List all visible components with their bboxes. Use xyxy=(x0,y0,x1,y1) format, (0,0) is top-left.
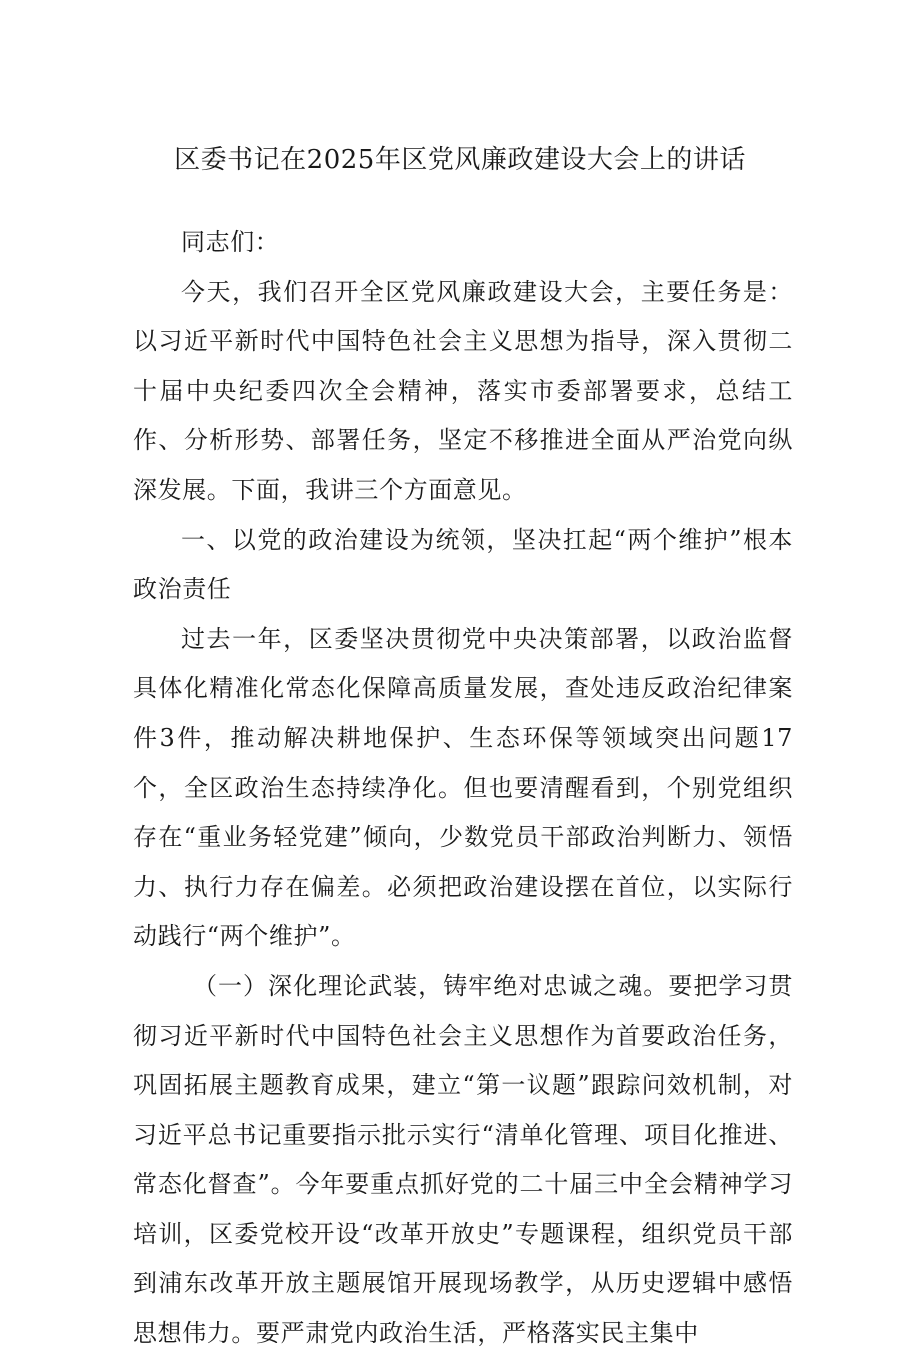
document-title: 区委书记在2025年区党风廉政建设大会上的讲话 xyxy=(174,145,746,175)
document-body xyxy=(133,218,793,1359)
salutation-paragraph: 同志们： xyxy=(181,228,280,256)
intro-paragraph: 今天，我们召开全区党风廉政建设大会，主要任务是：以习近平新时代中国特色社会主义思想为指导，深入贯彻二十届中央纪委四次全会精神，落实市委部署要求，总结工作、分析形势、部署任务，坚定不移推进全面从严治党向纵深发展。下面，我讲三个方面意见。 xyxy=(133,277,793,504)
section-heading-1: 一、以党的政治建设为统领，坚决扛起“两个维护”根本政治责任 xyxy=(133,525,793,604)
subsection-1-paragraph: （一）深化理论武装，铸牢绝对忠诚之魂。要把学习贯彻习近平新时代中国特色社会主义思想作为首要政治任务，巩固拓展主题教育成果，建立“第一议题”跟踪问效机制，对习近平总书记重要指示批示实行“清单化管理、项目化推进、常态化督查”。今年要重点抓好党的二十届三中全会精神学习培训，区委党校开设“改革开放史”专题课程，组织党员干部到浦东改革开放主题展馆开展现场教学，从历史逻辑中感悟思想伟力。要严肃党内政治生活，严格落实民主集中 xyxy=(133,971,793,1348)
section-1-paragraph: 过去一年，区委坚决贯彻党中央决策部署，以政治监督具体化精准化常态化保障高质量发展，查处违反政治纪律案件3件，推动解决耕地保护、生态环保等领域突出问题17个，全区政治生态持续净化。但也要清醒看到，个别党组织存在“重业务轻党建”倾向，少数党员干部政治判断力、领悟力、执行力存在偏差。必须把政治建设摆在首位，以实际行动践行“两个维护”。 xyxy=(133,624,793,951)
